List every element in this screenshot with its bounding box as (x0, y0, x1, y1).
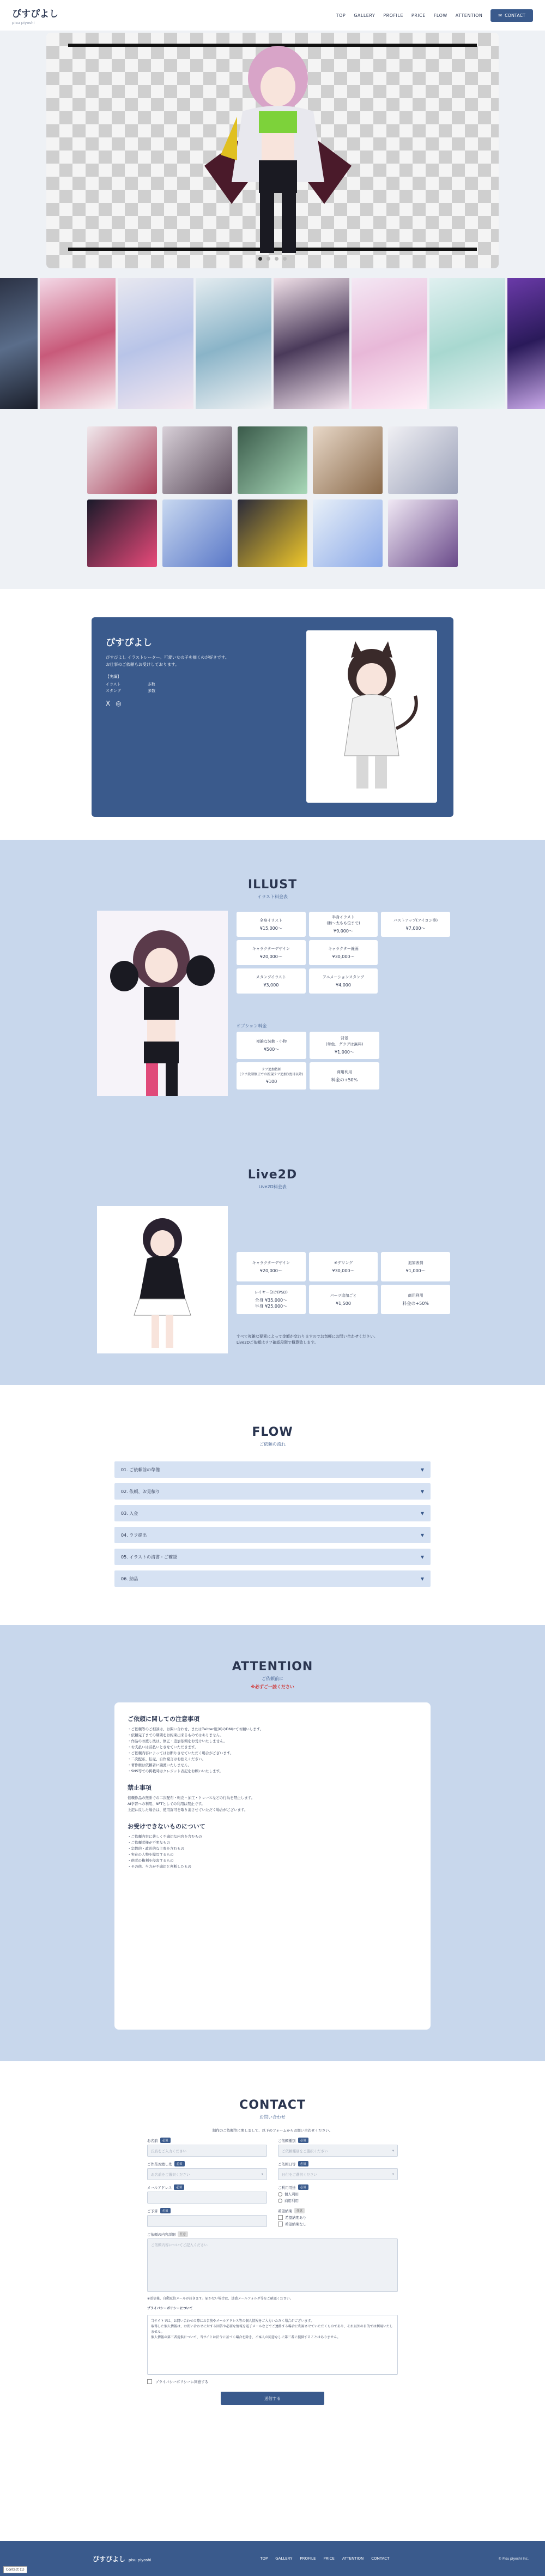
flow-step-label: 05. イラストの清書・ご確認 (121, 1554, 178, 1560)
live2d-heading (0, 1168, 545, 1190)
profile-records: イラスト 多数 スタンプ 多数 (106, 682, 155, 693)
flow-step[interactable] (114, 1549, 431, 1565)
submit-button[interactable] (221, 2392, 324, 2405)
agree-label: プライバシーポリシーに同意する (155, 2380, 209, 2384)
gallery-thumb[interactable] (238, 499, 307, 567)
nav-top[interactable]: TOP (336, 13, 346, 18)
chevron-down-icon: ▼ (420, 1467, 424, 1472)
name-placeholder: 氏名をご入力ください (151, 2148, 186, 2153)
strip-image[interactable] (507, 278, 545, 409)
field-label: お名前 (147, 2138, 158, 2143)
price-name: 全身イラスト (259, 918, 283, 923)
profile-card (92, 617, 453, 817)
field-label: ご作業お渡し先 (147, 2162, 172, 2166)
live2d-title: Live2D (247, 1168, 298, 1182)
price-value: ¥7,000〜 (405, 925, 426, 931)
strip-image[interactable] (40, 278, 116, 409)
price-card (309, 940, 378, 965)
detail-placeholder: ご依頼内容についてご記入ください (151, 2243, 208, 2247)
gallery-thumb[interactable] (238, 426, 307, 494)
nav-flow[interactable]: FLOW (433, 13, 447, 18)
chevron-down-icon: ▾ (261, 2172, 263, 2176)
option-card (237, 1062, 306, 1090)
x-icon[interactable]: X (106, 700, 111, 707)
field-label: ご依頼種別 (278, 2138, 296, 2143)
radio-circle (278, 2192, 282, 2196)
l2d-name: モデリング (334, 1260, 353, 1265)
flow-subtitle: ご依頼の流れ (259, 1442, 286, 1447)
checkbox (147, 2379, 152, 2384)
submit-label: 送信する (264, 2396, 281, 2401)
chevron-down-icon: ▼ (420, 1554, 424, 1560)
chevron-down-icon: ▾ (392, 2172, 394, 2176)
l2d-card (309, 1285, 378, 1314)
field-label: ご依頼の内容詳細 (147, 2232, 175, 2237)
radio-label: 個人利用 (284, 2192, 299, 2196)
attention-section-body: 依頼作品の無断での二次配布・転売・加工・トレースなどの行為を禁止します。 AI学習への利用、NFTとしての利用は禁止です。 上記に反した場合は、使用許可を取り消させていただく場合がございます。 (128, 1796, 255, 1812)
attention-section-body: ・ご依頼等のご相談は、お問い合わせ、またはTwitter(旧X)のDMにてお願いします。 ・依頼完了までの期間をお約束出来るものではありません。 ・作品のお渡し後は、修正・追加依頼をお受けいたしません。 ・お支払いは前払いとさせていただきます。 ・ご依頼内容によってはお断りさせていただく場合がございます。 ・二次配布、転売、自作発言はお控えください。 ・著作権は依頼者に譲渡いたしません。 ・SNS等での掲載時はクレジット表記をお願いいたします。 (128, 1727, 264, 1773)
deadline-check-yes[interactable] (278, 2215, 398, 2220)
price-name: アニメーションスタンプ (322, 974, 365, 979)
l2d-value: 料金の+50% (402, 1301, 429, 1306)
required-badge: 必須 (160, 2208, 171, 2213)
site-header (0, 0, 545, 31)
price-name: バストアップ(アイコン等) (393, 918, 438, 923)
option-value: ¥100 (265, 1079, 277, 1084)
option-card (237, 1032, 306, 1059)
price-value: ¥3,000 (263, 982, 279, 988)
optional-badge: 任意 (178, 2231, 188, 2237)
kind-select-value: ご依頼種別をご選択ください (282, 2148, 328, 2153)
contact-button-label: CONTACT (505, 13, 525, 18)
slider-dot[interactable] (275, 257, 278, 261)
checkbox (278, 2215, 283, 2220)
l2d-name: キャラクターデザイン (252, 1260, 290, 1265)
l2d-name: パーツ追加ごと (330, 1293, 357, 1298)
site-logo[interactable] (12, 6, 58, 25)
flow-step[interactable] (114, 1505, 431, 1521)
flow-step-label: 03. 入金 (121, 1510, 138, 1516)
nav-profile[interactable]: PROFILE (383, 13, 403, 18)
gallery-thumb[interactable] (87, 426, 157, 494)
price-card (237, 968, 306, 994)
footer-nav-gallery[interactable]: GALLERY (275, 2556, 293, 2561)
live2d-sample-image (97, 1206, 228, 1353)
option-name: ラフ追加依頼 (ラフ段階修正での新規ラフ追加3度目以降) (239, 1068, 304, 1076)
date-select[interactable] (278, 2168, 398, 2180)
flow-step[interactable] (114, 1461, 431, 1478)
attention-section-title: ご依頼に関しての注意事項 (128, 1716, 199, 1723)
main-nav (336, 9, 533, 22)
gallery-thumb[interactable] (388, 426, 458, 494)
l2d-value: ¥1,500 (335, 1301, 351, 1306)
nav-price[interactable]: PRICE (411, 13, 426, 18)
delivery-select[interactable] (147, 2168, 267, 2180)
footer-title: ぴすぴよし (93, 2555, 126, 2563)
agree-checkbox[interactable] (147, 2379, 398, 2384)
profile-intro: ぴすぴよし イラストレーター。可愛い女の子を描くのが好きです。 お仕事のご依頼もお受けしております。 (106, 655, 229, 667)
nav-gallery[interactable]: GALLERY (354, 13, 376, 18)
strip-image[interactable] (352, 278, 427, 409)
date-select-value: 日付をご選択ください (282, 2172, 317, 2177)
nav-attention[interactable]: ATTENTION (455, 13, 483, 18)
gallery-thumb[interactable] (162, 499, 232, 567)
l2d-card (237, 1285, 306, 1314)
delivery-select-value: お名前をご選択ください (151, 2172, 190, 2177)
option-name: 商用利用 (337, 1069, 352, 1074)
l2d-card (309, 1252, 378, 1281)
flow-step[interactable] (114, 1570, 431, 1587)
chevron-down-icon: ▼ (420, 1532, 424, 1538)
instagram-icon[interactable]: ◎ (116, 700, 122, 707)
required-badge: 必須 (174, 2184, 184, 2190)
copyright: © Pisu piyoshi Inc. (498, 2556, 529, 2561)
footer-subtitle: pisu piyoshi (129, 2557, 152, 2562)
radio-circle (278, 2199, 282, 2203)
hero-character-illustration (199, 40, 357, 258)
contact-title: CONTACT (239, 2098, 306, 2112)
contact-button[interactable] (491, 9, 533, 22)
l2d-card (237, 1252, 306, 1281)
option-value: 料金の+50% (331, 1077, 358, 1082)
footer-nav (260, 2556, 389, 2561)
l2d-value: 全身 ¥35,000〜 半身 ¥25,000〜 (255, 1298, 288, 1309)
footer-nav-top[interactable]: TOP (260, 2556, 268, 2561)
live2d-price-grid (237, 1252, 450, 1314)
price-name: スタンプイラスト (256, 974, 286, 979)
price-card (237, 912, 306, 937)
live2d-subtitle: Live2D料金表 (258, 1184, 287, 1189)
attention-heading (0, 1660, 545, 1690)
strip-image[interactable] (274, 278, 349, 409)
attention-section-title: お受けできないものについて (128, 1823, 205, 1830)
l2d-value: ¥30,000〜 (332, 1268, 355, 1273)
slider-dot[interactable] (283, 257, 287, 261)
footer-nav-price[interactable]: PRICE (323, 2556, 335, 2561)
option-title: オプション料金 (237, 1024, 267, 1028)
gallery-thumb[interactable] (87, 499, 157, 567)
live2d-note: すべて複雑な要素によって金額が変わりますのでお気軽にお問い合わせください。 Live2Dご依頼はラフ確認段階で概算致します。 (237, 1334, 378, 1345)
attention-title: ATTENTION (232, 1660, 313, 1674)
option-price-grid (237, 1032, 379, 1090)
flow-step[interactable] (114, 1483, 431, 1500)
chevron-down-icon: ▼ (420, 1489, 424, 1494)
floating-badge[interactable]: Contact (1) (3, 2566, 27, 2573)
option-card (310, 1062, 379, 1090)
price-value: ¥20,000〜 (259, 954, 282, 959)
strip-image[interactable] (429, 278, 505, 409)
chevron-down-icon: ▾ (392, 2148, 394, 2153)
flow-heading (0, 1425, 545, 1447)
footer-nav-profile[interactable]: PROFILE (300, 2556, 316, 2561)
radio-label: 商用利用 (284, 2199, 299, 2203)
required-badge: 必須 (298, 2138, 308, 2143)
field-label: ご依頼日等 (278, 2162, 296, 2166)
form-note: ※送信後、自動返信メールが届きます。届かない場合は、迷惑メールフォルダ等をご確認ください。 (147, 2297, 293, 2301)
price-name: キャラクターデザイン (252, 946, 290, 951)
price-value: ¥15,000〜 (259, 925, 282, 931)
strip-image[interactable] (0, 278, 38, 409)
gallery-thumb[interactable] (388, 499, 458, 567)
optional-badge: 任意 (294, 2208, 305, 2213)
slider-dot[interactable] (267, 257, 270, 261)
option-value: ¥1,000〜 (335, 1050, 354, 1055)
mail-icon: ✉ (498, 13, 502, 18)
required-badge: 必須 (298, 2161, 308, 2166)
contact-heading (0, 2098, 545, 2133)
contact-form (147, 2138, 398, 2405)
flow-step-label: 02. 依頼、お見積り (121, 1489, 160, 1494)
field-label: ご利用用途 (278, 2185, 296, 2190)
field-label: ご予算 (147, 2208, 158, 2213)
usage-radio-personal[interactable] (278, 2192, 398, 2196)
illust-title: ILLUST (247, 878, 298, 892)
option-name: 複雑な装飾・小物 (256, 1039, 287, 1044)
price-card (309, 968, 378, 994)
required-badge: 必須 (160, 2138, 171, 2143)
l2d-card (381, 1252, 450, 1281)
l2d-name: 追加表情 (408, 1260, 423, 1265)
contact-subtitle: お問い合わせ (259, 2115, 286, 2120)
logo-subtitle: pisu piyoshi (12, 20, 35, 25)
gallery-thumb[interactable] (162, 426, 232, 494)
footer-logo[interactable] (93, 2554, 152, 2563)
price-card (237, 940, 306, 965)
required-badge: 必須 (298, 2184, 308, 2190)
chevron-down-icon: ▼ (420, 1576, 424, 1581)
illust-heading (0, 878, 545, 900)
policy-title: プライバシーポリシーについて (147, 2307, 193, 2310)
usage-radio-commercial[interactable] (278, 2198, 398, 2203)
illust-subtitle: イラスト料金表 (257, 894, 288, 899)
option-card (310, 1032, 379, 1059)
l2d-card (381, 1285, 450, 1314)
illust-sample-image (97, 911, 228, 1096)
option-value: ¥500〜 (263, 1046, 280, 1052)
footer-nav-contact[interactable]: CONTACT (371, 2556, 390, 2561)
contact-lead: 制作のご依頼等に関しまして、以下のフォームからお問い合わせください。 (212, 2128, 333, 2133)
price-card (309, 912, 378, 937)
l2d-value: ¥20,000〜 (259, 1268, 282, 1273)
slider-dot[interactable] (258, 257, 262, 261)
checkbox (278, 2222, 283, 2226)
email-input[interactable] (147, 2192, 267, 2204)
flow-step-label: 01. ご依頼前の準備 (121, 1467, 160, 1472)
detail-textarea[interactable] (147, 2238, 398, 2292)
kind-select[interactable] (278, 2145, 398, 2157)
flow-step-label: 06. 納品 (121, 1576, 138, 1581)
illust-strip (0, 278, 545, 409)
deadline-check-no[interactable] (278, 2222, 398, 2226)
gallery-thumb[interactable] (313, 426, 383, 494)
required-badge: 必須 (174, 2161, 185, 2166)
attention-section-body: ・ご依頼内容に著しく不適切な内容を含むもの ・ご依頼者様が不明なもの ・宗教的・政治的な主張を含むもの ・実在の人物を模写するもの ・他者の権利を侵害するもの ・その他、当方が不適切と判断したもの (128, 1834, 202, 1869)
price-card (381, 912, 450, 937)
profile-name: ぴすぴよし (106, 637, 152, 648)
gallery-thumb[interactable] (313, 499, 383, 567)
flow-step-label: 04. ラフ提出 (121, 1532, 147, 1538)
budget-input[interactable] (147, 2215, 267, 2227)
field-label: 希望納期 (278, 2208, 292, 2213)
attention-section-title: 禁止事項 (128, 1784, 152, 1791)
l2d-value: ¥1,000〜 (405, 1268, 426, 1273)
illust-price-grid (237, 912, 450, 994)
price-value: ¥30,000〜 (332, 954, 355, 959)
price-value: ¥9,000〜 (333, 929, 353, 934)
l2d-name: 商用利用 (408, 1293, 423, 1298)
profile-record-title: 【実績】 (106, 675, 121, 679)
attention-warning: ※必ずご一読ください (251, 1684, 294, 1689)
price-name: 半身イラスト (胸〜太もも位まで) (326, 915, 360, 925)
policy-body: 当サイトでは、お問い合わせの際にお名前やメールアドレス等の個人情報をご入力いただく場合がございます。 取得した個人情報は、お問い合わせに対する回答や必要な情報を電子メールなどでご連絡する場合に利用させていただくものであり、それ以外の目的では利用いたしません。 個人情報の第三者提供について、当サイトは法令に基づく場合を除き、ご本人の同意なしに第三者に提供することはありません。 (151, 2319, 393, 2339)
attention-subtitle: ご依頼前に (262, 1676, 283, 1681)
chevron-down-icon: ▼ (420, 1510, 424, 1516)
slider-dots (46, 257, 499, 261)
flow-title: FLOW (252, 1425, 293, 1439)
price-value: ¥4,000 (335, 982, 351, 988)
strip-image[interactable] (118, 278, 193, 409)
flow-step[interactable] (114, 1527, 431, 1543)
footer-nav-attention[interactable]: ATTENTION (342, 2556, 364, 2561)
hero-slider[interactable] (46, 33, 499, 268)
check-label: 希望納期あり (285, 2216, 306, 2220)
profile-illustration (306, 630, 437, 803)
option-name: 背景 (単色、グラデは無料) (325, 1036, 364, 1046)
l2d-name: レイヤー分け(PSD) (254, 1290, 288, 1295)
gallery-grid (87, 426, 458, 567)
logo-title: ぴすぴよし (12, 8, 58, 20)
attention-card (114, 1702, 431, 2030)
site-footer (0, 2541, 545, 2576)
price-name: キャラクター線画 (328, 946, 359, 951)
strip-image[interactable] (196, 278, 271, 409)
name-input[interactable] (147, 2145, 267, 2157)
privacy-policy-box[interactable] (147, 2315, 398, 2375)
field-label: メールアドレス (147, 2185, 172, 2190)
check-label: 希望納期なし (285, 2222, 306, 2226)
